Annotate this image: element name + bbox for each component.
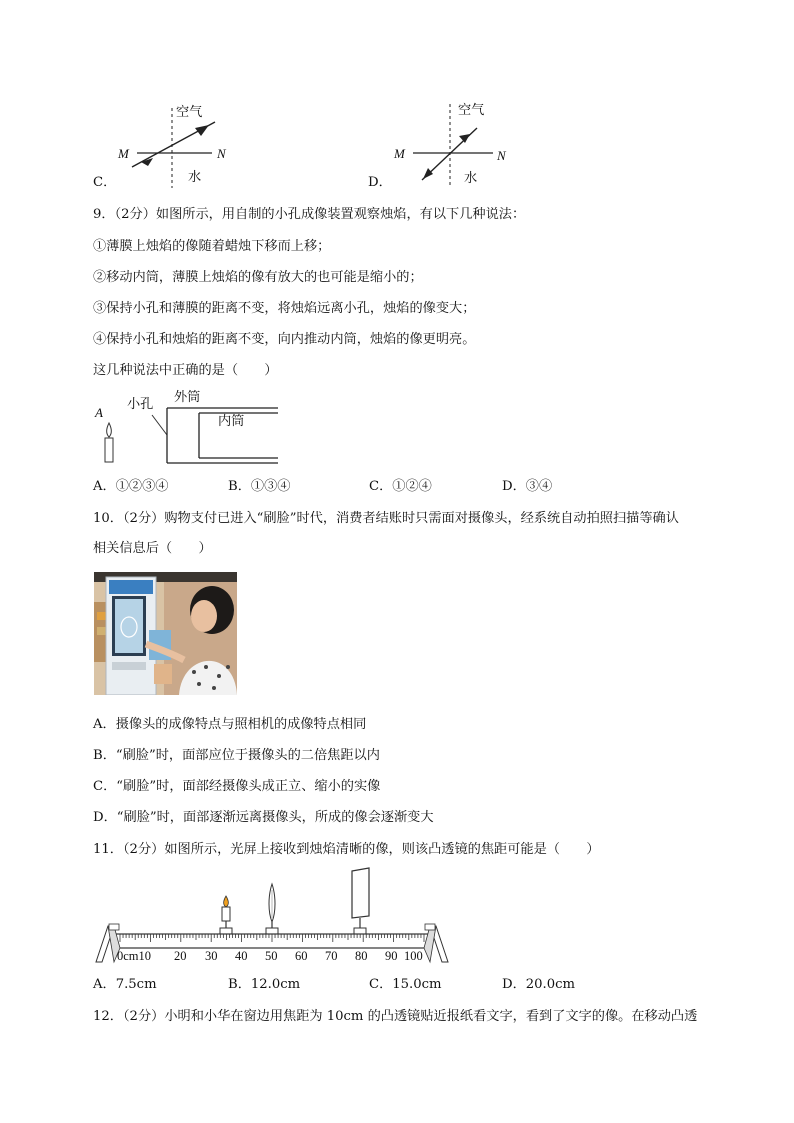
q9-statement-4: ④保持小孔和烛焰的距离不变，向内推动内筒，烛焰的像更明亮。 <box>93 332 476 347</box>
q11-option-d[interactable]: D．20.0cm <box>502 977 576 992</box>
q10-stem-line1: 10．（2分）购物支付已进入“刷脸”时代，消费者结账时只需面对摄像头，经系统自动拍照扫描等确认 <box>93 511 679 526</box>
q11-option-a[interactable]: A．7.5cm <box>93 977 157 992</box>
n-label: N <box>217 146 226 161</box>
q9-statement-1: ①薄膜上烛焰的像随着蜡烛下移而上移； <box>93 239 331 254</box>
option-c-label[interactable]: C． <box>93 175 117 190</box>
ruler-label: 0cm10 <box>117 949 152 963</box>
face-payment-illustration <box>94 572 237 695</box>
q9-stem: 9．（2分）如图所示，用自制的小孔成像装置观察烛焰，有以下几种说法： <box>93 207 526 222</box>
m-label: M <box>394 146 405 161</box>
ruler-label: 70 <box>325 949 338 963</box>
face-payment-photo <box>94 572 237 695</box>
air-label: 空气 <box>176 105 203 120</box>
outer-tube-label: 外筒 <box>174 390 201 405</box>
air-label: 空气 <box>458 103 485 118</box>
pinhole-label: 小孔 <box>127 397 154 412</box>
candle-label: A <box>95 405 103 420</box>
water-label: 水 <box>188 170 202 185</box>
ruler-label: 20 <box>174 949 187 963</box>
m-label: M <box>118 146 129 161</box>
q12-stem: 12．（2分）小明和小华在窗边用焦距为 10cm 的凸透镜贴近报纸看文字，看到了文字的像。在移动凸透 <box>93 1009 698 1024</box>
q9-option-d[interactable]: D．③④ <box>502 479 553 494</box>
inner-tube-label: 内筒 <box>218 414 245 429</box>
q10-option-a[interactable]: A．摄像头的成像特点与照相机的成像特点相同 <box>93 717 367 732</box>
q11-stem: 11．（2分）如图所示，光屏上接收到烛焰清晰的像，则该凸透镜的焦距可能是（ ） <box>93 842 600 857</box>
q11-option-c[interactable]: C．15.0cm <box>369 977 442 992</box>
q10-option-b[interactable]: B．“刷脸”时，面部应位于摄像头的二倍焦距以内 <box>93 748 380 763</box>
ruler-label: 50 <box>265 949 278 963</box>
q9-option-a[interactable]: A．①②③④ <box>93 479 169 494</box>
q9-option-c[interactable]: C．①②④ <box>369 479 432 494</box>
n-label: N <box>497 148 506 163</box>
ruler-label: 30 <box>205 949 218 963</box>
ruler-label: 40 <box>235 949 248 963</box>
q9-question: 这几种说法中正确的是（ ） <box>93 363 278 378</box>
ruler-label: 60 <box>295 949 308 963</box>
q10-option-d[interactable]: D．“刷脸”时，面部逐渐远离摄像头，所成的像会逐渐变大 <box>93 810 434 825</box>
ruler-label: 90 <box>385 949 398 963</box>
q10-stem-line2: 相关信息后（ ） <box>93 541 212 556</box>
q9-statement-2: ②移动内筒，薄膜上烛焰的像有放大的也可能是缩小的； <box>93 270 423 285</box>
ruler-label: 80 <box>355 949 368 963</box>
water-label: 水 <box>464 171 478 186</box>
q11-option-b[interactable]: B．12.0cm <box>228 977 301 992</box>
ruler-label: 100 <box>404 949 423 963</box>
q10-option-c[interactable]: C．“刷脸”时，面部经摄像头成正立、缩小的实像 <box>93 779 381 794</box>
q9-statement-3: ③保持小孔和薄膜的距离不变，将烛焰远离小孔，烛焰的像变大； <box>93 301 476 316</box>
q9-option-b[interactable]: B．①③④ <box>228 479 291 494</box>
option-d-label[interactable]: D． <box>368 175 392 190</box>
